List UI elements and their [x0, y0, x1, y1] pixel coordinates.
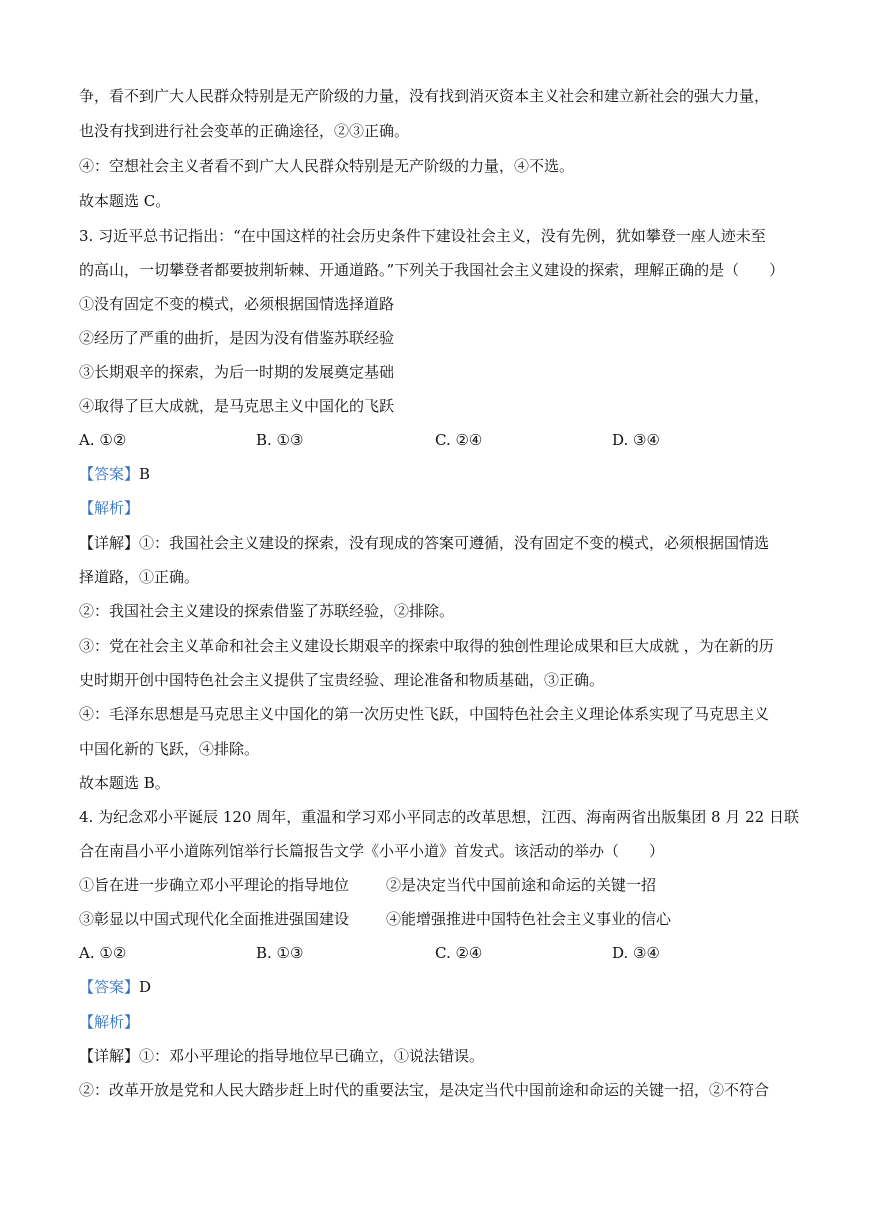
q4-answer-tag: 【答案】 [79, 978, 140, 996]
q3-stem-line-1: 3. 习近平总书记指出：“在中国这样的社会历史条件下建设社会主义，没有先例，犹如攀登一座人迹未至 [79, 227, 766, 245]
q4-option-b: B. ①③ [256, 944, 304, 962]
q3-option-a: A. ①② [79, 431, 127, 449]
q3-answer-tag: 【答案】 [79, 465, 140, 483]
q4-option-d: D. ③④ [612, 944, 660, 962]
q3-detail-line-7: 中国化新的飞跃，④排除。 [79, 740, 260, 758]
q3-stem-line-2: 的高山，一切攀登者都要披荆斩棘、开通道路。”下列关于我国社会主义建设的探索，理解正确的是（ ） [79, 261, 785, 279]
q4-statements-row-1 [79, 875, 794, 895]
q3-analysis-line [79, 498, 794, 518]
prev-analysis-line-3: ④：空想社会主义者看不到广大人民群众特别是无产阶级的力量，④不选。 [79, 157, 575, 175]
q3-statement-3: ③长期艰辛的探索，为后一时期的发展奠定基础 [79, 363, 395, 381]
q3-detail-tag: 【详解】 [79, 534, 140, 552]
q3-statement-2: ②经历了严重的曲折，是因为没有借鉴苏联经验 [79, 329, 395, 347]
q4-statement-4: ④能增强推进中国特色社会主义事业的信心 [386, 910, 672, 928]
q3-detail-line-3: ②：我国社会主义建设的探索借鉴了苏联经验，②排除。 [79, 602, 455, 620]
q3-conclusion: 故本题选 B。 [79, 774, 170, 792]
q4-statements-row-2 [79, 909, 794, 929]
q3-answer-line [79, 464, 794, 484]
q3-option-c: C. ②④ [435, 431, 483, 449]
q3-statement-1: ①没有固定不变的模式，必须根据国情选择道路 [79, 295, 395, 313]
q4-stem-line-2: 合在南昌小平小道陈列馆举行长篇报告文学《小平小道》首发式。该活动的举办（ ） [79, 842, 665, 860]
q4-statement-3: ③彰显以中国式现代化全面推进强国建设 [79, 910, 350, 928]
q3-options [79, 430, 794, 450]
q4-statement-2: ②是决定当代中国前途和命运的关键一招 [386, 876, 657, 894]
q3-detail-line-6: ④：毛泽东思想是马克思主义中国化的第一次历史性飞跃，中国特色社会主义理论体系实现了马克思主义 [79, 705, 770, 723]
q3-detail-text-1: ①：我国社会主义建设的探索，没有现成的答案可遵循，没有固定不变的模式，必须根据国情选 [139, 534, 770, 552]
q4-stem-line-1: 4. 为纪念邓小平诞辰 120 周年，重温和学习邓小平同志的改革思想，江西、海南两省出版集团 8 月 22 日联 [79, 808, 799, 826]
q3-detail-line-4: ③：党在社会主义革命和社会主义建设长期艰辛的探索中取得的独创性理论成果和巨大成就 ，为在新的历 [79, 637, 774, 655]
prev-analysis-line-1: 争，看不到广大人民群众特别是无产阶级的力量，没有找到消灭资本主义社会和建立新社会的强大力量， [79, 87, 770, 105]
q4-analysis-line [79, 1012, 794, 1032]
q3-answer-value: B [139, 465, 151, 483]
q4-option-a: A. ①② [79, 944, 127, 962]
q3-detail-line-1 [79, 533, 794, 553]
q4-options [79, 943, 794, 963]
prev-analysis-line-2: 也没有找到进行社会变革的正确途径，②③正确。 [79, 122, 410, 140]
q4-answer-value: D [139, 978, 152, 996]
q4-analysis-tag: 【解析】 [79, 1013, 140, 1031]
q3-option-b: B. ①③ [256, 431, 304, 449]
q4-detail-line-2: ②：改革开放是党和人民大踏步赶上时代的重要法宝，是决定当代中国前途和命运的关键一招，②不符合 [79, 1081, 770, 1099]
q3-analysis-tag: 【解析】 [79, 499, 140, 517]
q3-option-d: D. ③④ [612, 431, 660, 449]
q4-option-c: C. ②④ [435, 944, 483, 962]
q3-detail-line-5: 史时期开创中国特色社会主义提供了宝贵经验、理论准备和物质基础，③正确。 [79, 671, 605, 689]
q4-detail-line-1 [79, 1046, 794, 1066]
q4-answer-line [79, 977, 794, 997]
prev-conclusion: 故本题选 C。 [79, 192, 171, 210]
q4-statement-1: ①旨在进一步确立邓小平理论的指导地位 [79, 876, 350, 894]
q3-statement-4: ④取得了巨大成就，是马克思主义中国化的飞跃 [79, 397, 395, 415]
q3-detail-line-2: 择道路，①正确。 [79, 568, 200, 586]
q4-detail-text-1: ①：邓小平理论的指导地位早已确立，①说法错误。 [139, 1047, 485, 1065]
q4-detail-tag: 【详解】 [79, 1047, 140, 1065]
